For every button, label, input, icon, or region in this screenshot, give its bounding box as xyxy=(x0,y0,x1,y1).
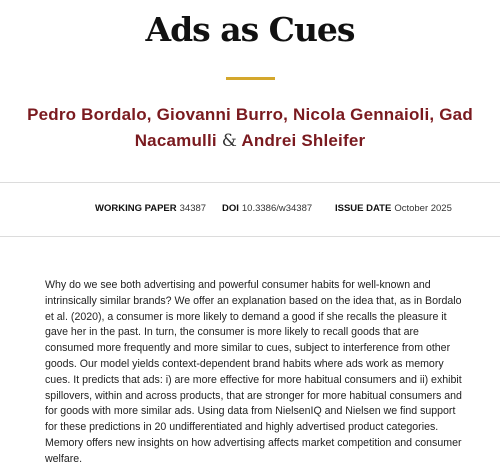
title-accent-rule xyxy=(226,77,275,80)
issue-date-label: ISSUE DATE xyxy=(335,203,392,214)
issue-date xyxy=(335,202,452,216)
working-paper-label: WORKING PAPER xyxy=(95,203,177,214)
working-paper-value: 34387 xyxy=(179,203,207,214)
meta-divider-top xyxy=(0,182,500,183)
meta-divider-bottom xyxy=(0,236,500,237)
authors-names[interactable]: Pedro Bordalo, Giovanni Burro, Nicola Gennaioli, Gad Nacamulli xyxy=(27,105,473,150)
doi xyxy=(222,202,312,216)
abstract-text: Why do we see both advertising and powerful consumer habits for well-known and intrinsically similar brands? We offer an explanation based on the idea that, as in Bordalo et al. (2020), a consumer is more likely to demand a good if she recalls the pleasure it gave her in the past. In turn, the consumer is more likely to recall goods that are consumed more frequently and more similar to cues, subject to interference from other goods. Our model yields context-dependent brand habits where ads work as memory cues. It predicts that ads: i) are more effective for more habitual consumers and ii) exhibit spillovers, within and across products, that are stronger for more habitual consumers and for goods with more similar ads. Using data from NielsenIQ and Nielsen we find support for these predictions in 20 undifferentiated and highly advertised product categories. Memory offers new insights on how advertising affects market competition and consumer welfare. xyxy=(45,279,462,465)
authors-ampersand: & xyxy=(221,131,238,151)
working-paper-number xyxy=(95,202,206,216)
author-last[interactable]: Andrei Shleifer xyxy=(241,131,366,150)
issue-date-value: October 2025 xyxy=(394,203,452,214)
doi-value[interactable]: 10.3386/w34387 xyxy=(241,203,313,214)
paper-title: Ads as Cues xyxy=(145,10,355,49)
author-list xyxy=(20,102,480,154)
doi-label: DOI xyxy=(222,203,239,214)
